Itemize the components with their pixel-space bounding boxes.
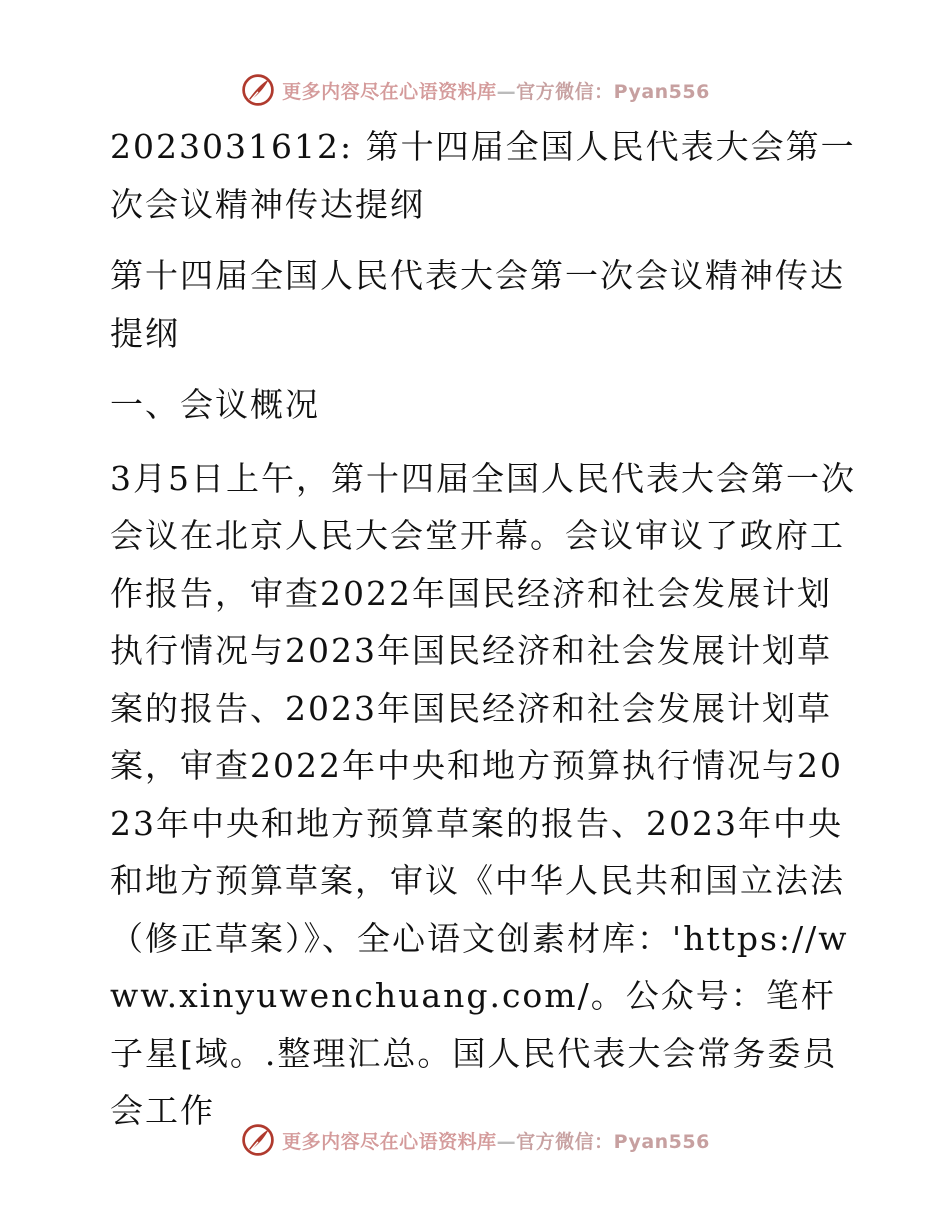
- watermark-main-text: 更多内容尽在心语资料库: [282, 1130, 497, 1153]
- watermark-wechat-label: 官方微信：: [516, 80, 614, 103]
- feather-pen-logo-icon: [240, 1122, 276, 1158]
- watermark-text: [282, 1127, 710, 1154]
- watermark-separator: —: [496, 1130, 517, 1153]
- document-body: [98, 118, 858, 1140]
- document-heading: 第十四届全国人民代表大会第一次会议精神传达提纲: [110, 256, 845, 353]
- document-title: 2023031612: 第十四届全国人民代表大会第一次会议精神传达提纲: [110, 127, 856, 224]
- watermark-wechat-label: 官方微信：: [516, 1130, 614, 1153]
- footer-watermark: [0, 1120, 950, 1160]
- feather-pen-logo-icon: [240, 72, 276, 108]
- watermark-main-text: 更多内容尽在心语资料库: [282, 80, 497, 103]
- section-1-title: 一、会议概况: [110, 385, 320, 424]
- watermark-separator: —: [496, 80, 517, 103]
- watermark-wechat-id: Pyan556: [613, 1130, 710, 1153]
- header-watermark: [0, 70, 950, 110]
- section-1-paragraph: 3月5日上午，第十四届全国人民代表大会第一次会议在北京人民大会堂开幕。会议审议了政府工作报告，审查2022年国民经济和社会发展计划执行情况与2023年国民经济和社会发展计划草案的报告、2023年国民经济和社会发展计划草案，审查2022年中央和地方预算执行情况与2023年中央和地方预算草案的报告、2023年中央和地方预算草案，审议《中华人民共和国立法法（修正草案）》、全心语文创素材库：'https://www.xinyuwenchuang.com/。公众号：笔杆子星[域。.整理汇总。国人民代表大会常务委员会工作: [110, 458, 856, 1130]
- watermark-wechat-id: Pyan556: [613, 80, 710, 103]
- watermark-text: [282, 77, 710, 104]
